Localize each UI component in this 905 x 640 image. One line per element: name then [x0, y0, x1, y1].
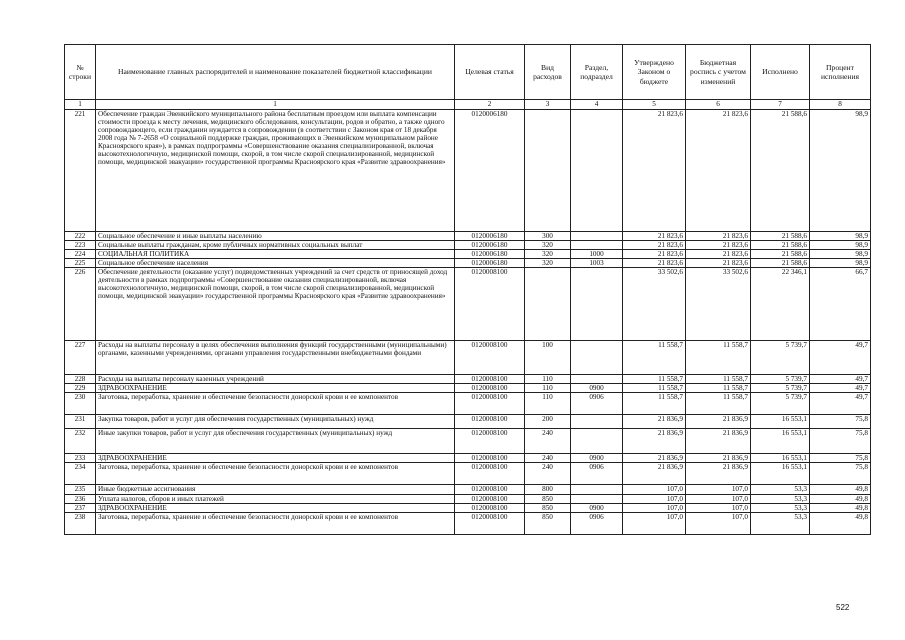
table-header-row: [65, 45, 871, 100]
executed-amount-cell: 21 588,6: [751, 241, 810, 250]
budget-list-amount-cell: 11 558,7: [686, 384, 751, 393]
table-row: [65, 341, 871, 375]
expense-type-cell: [525, 268, 571, 341]
approved-amount-cell: 21 836,9: [623, 415, 686, 429]
column-number: 1: [65, 100, 96, 110]
target-article-cell: 0120008100: [455, 341, 525, 375]
column-number: 7: [751, 100, 810, 110]
executed-amount-cell: 53,3: [751, 494, 810, 503]
column-number: 4: [571, 100, 623, 110]
budget-list-amount-cell: 21 836,9: [686, 454, 751, 463]
target-article-cell: 0120008100: [455, 429, 525, 454]
expense-type-cell: [525, 110, 571, 232]
target-article-cell: 0120008100: [455, 512, 525, 534]
table-row: [65, 463, 871, 485]
section-cell: [571, 485, 623, 494]
section-cell: 0900: [571, 384, 623, 393]
row-name-cell: Иные закупки товаров, работ и услуг для обеспечения государственных (муниципальных) нужд: [96, 429, 455, 454]
percent-cell: 49,7: [810, 393, 871, 415]
table-row: [65, 503, 871, 512]
approved-amount-cell: 107,0: [623, 503, 686, 512]
row-number-cell: 223: [65, 241, 96, 250]
percent-cell: 75,8: [810, 463, 871, 485]
approved-amount-cell: 21 823,6: [623, 250, 686, 259]
expense-type-cell: 240: [525, 463, 571, 485]
budget-list-amount-cell: 21 823,6: [686, 259, 751, 268]
expense-type-cell: 320: [525, 241, 571, 250]
approved-amount-cell: 107,0: [623, 485, 686, 494]
row-name-cell: Социальные выплаты гражданам, кроме публичных нормативных социальных выплат: [96, 241, 455, 250]
expense-type-cell: 800: [525, 485, 571, 494]
column-number: 5: [623, 100, 686, 110]
approved-amount-cell: 21 823,6: [623, 232, 686, 241]
budget-list-amount-cell: 11 558,7: [686, 393, 751, 415]
table-row: [65, 415, 871, 429]
section-cell: [571, 415, 623, 429]
executed-amount-cell: 53,3: [751, 503, 810, 512]
section-cell: 0900: [571, 503, 623, 512]
target-article-cell: 0120008100: [455, 384, 525, 393]
executed-amount-cell: 21 588,6: [751, 250, 810, 259]
section-cell: [571, 232, 623, 241]
approved-amount-cell: 21 836,9: [623, 454, 686, 463]
row-name-cell: Обеспечение граждан Эвенкийского муниципального района бесплатным проездом или выплата компенсации стоимости проезда к месту лечения, медицинского обследования, консультации, родов и обратно, а также одного сопровождающего, если гражданин нуждается в сопровождении (в соответствии с Законом края от 18 декабря 2008 года № 7-2658 «О социальной поддержке граждан, проживающих в Эвенкийском муниципальном районе Красноярского края»), в рамках подпрограммы «Совершенствование оказания специализированной, включая высокотехнологичную, медицинской помощи, скорой, в том числе скорой специализированной, медицинской помощи, медицинской эвакуации» государственной программы Красноярского края «Развитие здравоохранения»: [96, 110, 455, 232]
expense-type-cell: 320: [525, 259, 571, 268]
section-cell: 0906: [571, 393, 623, 415]
header-approved: Утверждено Законом о бюджете: [623, 45, 686, 100]
row-number-cell: 234: [65, 463, 96, 485]
executed-amount-cell: 16 553,1: [751, 454, 810, 463]
percent-cell: 75,8: [810, 429, 871, 454]
expense-type-cell: 320: [525, 250, 571, 259]
executed-amount-cell: 22 346,1: [751, 268, 810, 341]
target-article-cell: 0120008100: [455, 485, 525, 494]
row-name-cell: Иные бюджетные ассигнования: [96, 485, 455, 494]
executed-amount-cell: 16 553,1: [751, 429, 810, 454]
header-executed: Исполнено: [751, 45, 810, 100]
column-number: 1: [96, 100, 455, 110]
expense-type-cell: 110: [525, 375, 571, 384]
target-article-cell: 0120006180: [455, 110, 525, 232]
row-name-cell: Обеспечение деятельности (оказание услуг) подведомственных учреждений за счет средств от приносящей доход деятельности в рамках подпрограммы «Совершенствование оказания специализированной, включая высокотехнологичную, медицинской помощи, скорой, в том числе скорой специализированной, медицинской помощи, медицинской эвакуации» государственной программы Красноярского края «Развитие здравоохранения»: [96, 268, 455, 341]
executed-amount-cell: 21 588,6: [751, 110, 810, 232]
executed-amount-cell: 16 553,1: [751, 463, 810, 485]
row-number-cell: 222: [65, 232, 96, 241]
table-row: [65, 454, 871, 463]
expense-type-cell: 110: [525, 393, 571, 415]
target-article-cell: 0120008100: [455, 463, 525, 485]
target-article-cell: 0120008100: [455, 503, 525, 512]
approved-amount-cell: 21 823,6: [623, 241, 686, 250]
page-number: 522: [836, 603, 850, 612]
target-article-cell: 0120008100: [455, 415, 525, 429]
row-name-cell: СОЦИАЛЬНАЯ ПОЛИТИКА: [96, 250, 455, 259]
table-row: [65, 110, 871, 232]
table-row: [65, 259, 871, 268]
executed-amount-cell: 21 588,6: [751, 259, 810, 268]
budget-list-amount-cell: 21 823,6: [686, 110, 751, 232]
target-article-cell: 0120008100: [455, 375, 525, 384]
section-cell: [571, 494, 623, 503]
row-name-cell: Социальное обеспечение населения: [96, 259, 455, 268]
header-target-article: Целевая статья: [455, 45, 525, 100]
approved-amount-cell: 11 558,7: [623, 375, 686, 384]
section-cell: 1003: [571, 259, 623, 268]
approved-amount-cell: 21 836,9: [623, 429, 686, 454]
budget-list-amount-cell: 21 823,6: [686, 241, 751, 250]
executed-amount-cell: 5 739,7: [751, 393, 810, 415]
table-row: [65, 241, 871, 250]
row-number-cell: 229: [65, 384, 96, 393]
row-number-cell: 224: [65, 250, 96, 259]
budget-list-amount-cell: 21 823,6: [686, 232, 751, 241]
table-row: [65, 250, 871, 259]
section-cell: [571, 375, 623, 384]
target-article-cell: 0120006180: [455, 250, 525, 259]
percent-cell: 49,8: [810, 494, 871, 503]
row-number-cell: 238: [65, 512, 96, 534]
table-row: [65, 512, 871, 534]
table-row: [65, 268, 871, 341]
percent-cell: 49,7: [810, 341, 871, 375]
approved-amount-cell: 11 558,7: [623, 341, 686, 375]
row-number-cell: 225: [65, 259, 96, 268]
column-number: 6: [686, 100, 751, 110]
expense-type-cell: 110: [525, 384, 571, 393]
row-name-cell: ЗДРАВООХРАНЕНИЕ: [96, 454, 455, 463]
column-number: 2: [455, 100, 525, 110]
header-section: Раздел, подраздел: [571, 45, 623, 100]
expense-type-cell: 240: [525, 429, 571, 454]
target-article-cell: 0120006180: [455, 232, 525, 241]
expense-type-cell: 100: [525, 341, 571, 375]
column-number: 3: [525, 100, 571, 110]
section-cell: [571, 341, 623, 375]
target-article-cell: 0120008100: [455, 494, 525, 503]
budget-list-amount-cell: 21 836,9: [686, 415, 751, 429]
section-cell: 0900: [571, 454, 623, 463]
section-cell: 0906: [571, 463, 623, 485]
executed-amount-cell: 5 739,7: [751, 341, 810, 375]
approved-amount-cell: 21 836,9: [623, 463, 686, 485]
section-cell: [571, 241, 623, 250]
approved-amount-cell: 11 558,7: [623, 384, 686, 393]
approved-amount-cell: 107,0: [623, 512, 686, 534]
table-row: [65, 393, 871, 415]
target-article-cell: 0120006180: [455, 241, 525, 250]
header-expense-type: Вид расходов: [525, 45, 571, 100]
target-article-cell: 0120006180: [455, 259, 525, 268]
approved-amount-cell: 107,0: [623, 494, 686, 503]
expense-type-cell: 850: [525, 494, 571, 503]
approved-amount-cell: 11 558,7: [623, 393, 686, 415]
section-cell: 0906: [571, 512, 623, 534]
executed-amount-cell: 5 739,7: [751, 375, 810, 384]
row-name-cell: Заготовка, переработка, хранение и обеспечение безопасности донорской крови и ее компонентов: [96, 393, 455, 415]
expense-type-cell: 850: [525, 503, 571, 512]
table-body: [65, 110, 871, 535]
section-cell: 1000: [571, 250, 623, 259]
executed-amount-cell: 5 739,7: [751, 384, 810, 393]
row-number-cell: 237: [65, 503, 96, 512]
row-number-cell: 231: [65, 415, 96, 429]
percent-cell: 98,9: [810, 241, 871, 250]
budget-list-amount-cell: 33 502,6: [686, 268, 751, 341]
row-name-cell: Закупка товаров, работ и услуг для обеспечения государственных (муниципальных) нужд: [96, 415, 455, 429]
expense-type-cell: 850: [525, 512, 571, 534]
table-row: [65, 375, 871, 384]
approved-amount-cell: 33 502,6: [623, 268, 686, 341]
budget-list-amount-cell: 21 823,6: [686, 250, 751, 259]
percent-cell: 98,9: [810, 232, 871, 241]
percent-cell: 98,9: [810, 250, 871, 259]
budget-table: [64, 44, 871, 535]
budget-list-amount-cell: 11 558,7: [686, 341, 751, 375]
row-name-cell: Заготовка, переработка, хранение и обеспечение безопасности донорской крови и ее компонентов: [96, 512, 455, 534]
target-article-cell: 0120008100: [455, 454, 525, 463]
table-row: [65, 384, 871, 393]
row-name-cell: Расходы на выплаты персоналу в целях обеспечения выполнения функций государственными (муниципальными) органами, казенными учреждениями, органами управления государственными внебюджетными фондами: [96, 341, 455, 375]
approved-amount-cell: 21 823,6: [623, 259, 686, 268]
percent-cell: 66,7: [810, 268, 871, 341]
row-number-cell: 226: [65, 268, 96, 341]
column-number-row: [65, 100, 871, 110]
percent-cell: 49,8: [810, 485, 871, 494]
row-number-cell: 235: [65, 485, 96, 494]
header-name: Наименование главных распорядителей и наименование показателей бюджетной классификации: [96, 45, 455, 100]
row-number-cell: 233: [65, 454, 96, 463]
budget-list-amount-cell: 107,0: [686, 485, 751, 494]
section-cell: [571, 110, 623, 232]
percent-cell: 49,7: [810, 384, 871, 393]
percent-cell: 49,8: [810, 512, 871, 534]
budget-list-amount-cell: 107,0: [686, 512, 751, 534]
header-budget-list: Бюджетная роспись с учетом изменений: [686, 45, 751, 100]
percent-cell: 98,9: [810, 259, 871, 268]
budget-list-amount-cell: 107,0: [686, 494, 751, 503]
expense-type-cell: 240: [525, 454, 571, 463]
executed-amount-cell: 21 588,6: [751, 232, 810, 241]
row-name-cell: Расходы на выплаты персоналу казенных учреждений: [96, 375, 455, 384]
row-number-cell: 228: [65, 375, 96, 384]
budget-list-amount-cell: 11 558,7: [686, 375, 751, 384]
row-name-cell: Заготовка, переработка, хранение и обеспечение безопасности донорской крови и ее компонентов: [96, 463, 455, 485]
executed-amount-cell: 16 553,1: [751, 415, 810, 429]
percent-cell: 75,8: [810, 415, 871, 429]
section-cell: [571, 268, 623, 341]
header-percent: Процент исполнения: [810, 45, 871, 100]
approved-amount-cell: 21 823,6: [623, 110, 686, 232]
row-number-cell: 236: [65, 494, 96, 503]
executed-amount-cell: 53,3: [751, 485, 810, 494]
row-number-cell: 232: [65, 429, 96, 454]
table-row: [65, 485, 871, 494]
budget-list-amount-cell: 107,0: [686, 503, 751, 512]
expense-type-cell: 200: [525, 415, 571, 429]
table-row: [65, 429, 871, 454]
table-row: [65, 494, 871, 503]
executed-amount-cell: 53,3: [751, 512, 810, 534]
row-number-cell: 230: [65, 393, 96, 415]
row-number-cell: 227: [65, 341, 96, 375]
budget-list-amount-cell: 21 836,9: [686, 429, 751, 454]
section-cell: [571, 429, 623, 454]
percent-cell: 49,7: [810, 375, 871, 384]
budget-list-amount-cell: 21 836,9: [686, 463, 751, 485]
table-row: [65, 232, 871, 241]
percent-cell: 49,8: [810, 503, 871, 512]
row-name-cell: ЗДРАВООХРАНЕНИЕ: [96, 503, 455, 512]
expense-type-cell: 300: [525, 232, 571, 241]
header-row-number: № строки: [65, 45, 96, 100]
percent-cell: 98,9: [810, 110, 871, 232]
target-article-cell: 0120008100: [455, 268, 525, 341]
row-name-cell: Уплата налогов, сборов и иных платежей: [96, 494, 455, 503]
row-number-cell: 221: [65, 110, 96, 232]
row-name-cell: ЗДРАВООХРАНЕНИЕ: [96, 384, 455, 393]
percent-cell: 75,8: [810, 454, 871, 463]
row-name-cell: Социальное обеспечение и иные выплаты населению: [96, 232, 455, 241]
column-number: 8: [810, 100, 871, 110]
target-article-cell: 0120008100: [455, 393, 525, 415]
